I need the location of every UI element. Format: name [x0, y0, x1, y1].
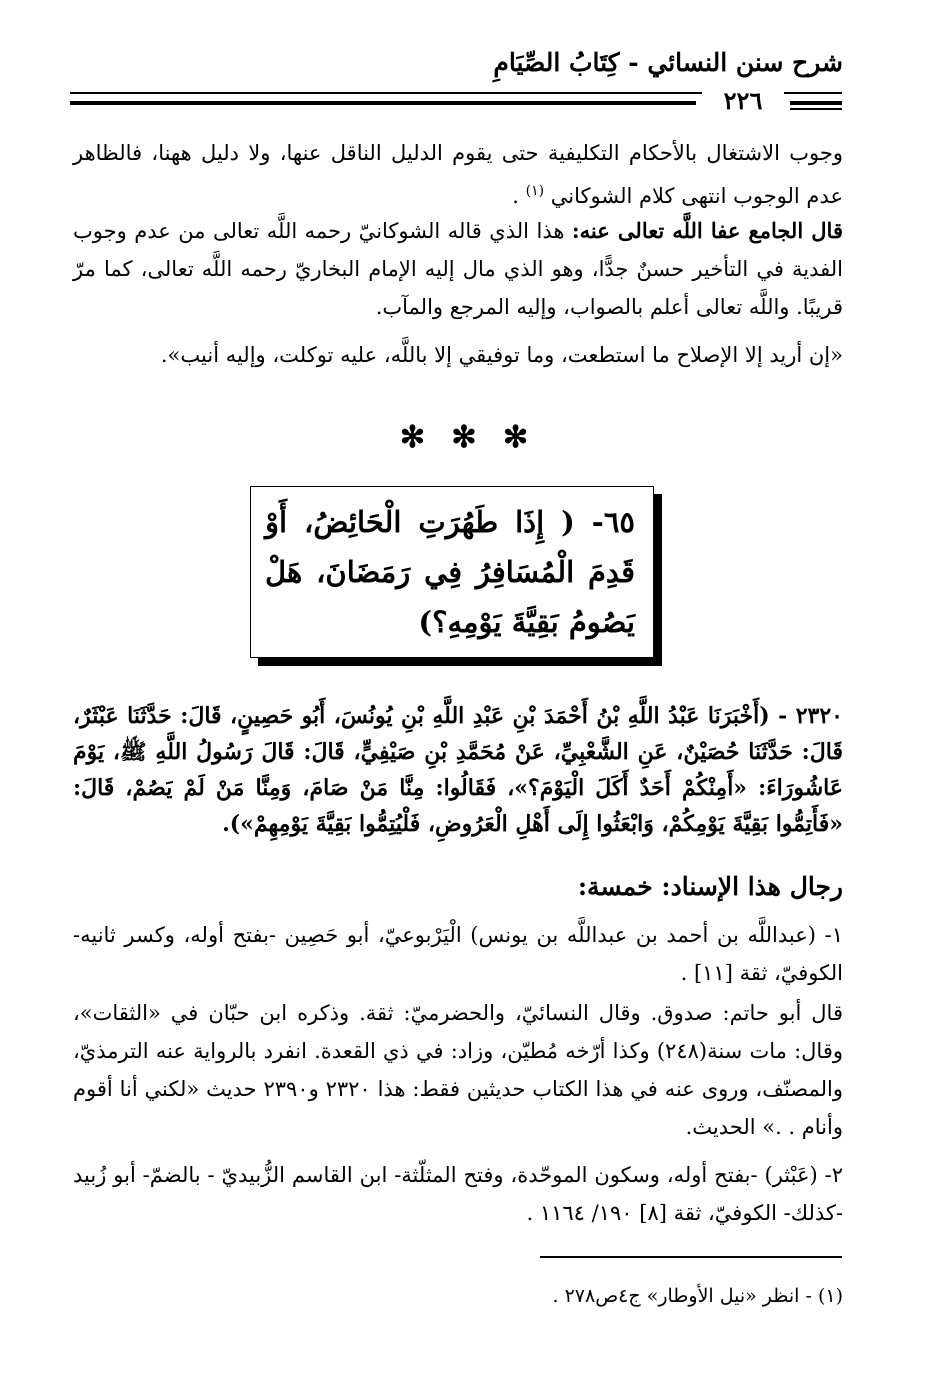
paragraph-closing-verse: «إن أريد إلا الإصلاح ما استطعت، وما توفيقي إلا باللَّه، عليه توكلت، وإليه أنيب».	[160, 343, 843, 367]
paragraph-compiler-comment	[73, 212, 843, 326]
narrator-entry-2: ٢- (عَبْثر) -بفتح أوله، وسكون الموحّدة، وفتح المثلّثة- ابن القاسم الزُّبيديّ - بالضمّ- أبو زُبيد -كذلك- الكوفيّ، ثقة [٨] ١٩٠/ ١١٦٤ .	[73, 1163, 843, 1225]
narrators-section-title: رجال هذا الإسناد: خمسة:	[577, 872, 843, 901]
header-rule-thick-right	[790, 101, 842, 105]
paragraph-text: وجوب الاشتغال بالأحكام التكليفية حتى يقوم الدليل الناقل عنها، ولا دليل ههنا، فالظاهر عدم الوجوب انتهى كلام الشوكاني	[73, 141, 843, 208]
narrator-entry-1-details: قال أبو حاتم: صدوق. وقال النسائيّ، والحضرميّ: ثقة. وذكره ابن حبّان في «الثقات»، وقال: مات سنة(٢٤٨) وكذا أرّخه مُطيّن، وزاد: في ذي القعدة. انفرد بالرواية عنه الترمذيّ، والمصنّف، وروى عنه في هذا الكتاب حديثين فقط: هذا ٢٣٢٠ و٢٣٩٠ حديث «لكني أنا أقوم وأنام . .» الحديث.	[73, 1001, 844, 1139]
footnote-separator	[540, 1256, 842, 1258]
paragraph-end-mark: .	[512, 184, 519, 208]
running-header-title: شرح سنن النسائي - كِتَابُ الصِّيَامِ	[493, 48, 843, 77]
section-divider-stars: ✻ ✻ ✻	[399, 420, 537, 455]
compiler-lead-in: قال الجامع عفا اللَّه تعالى عنه:	[571, 218, 843, 243]
chapter-heading: ٦٥- ( إِذَا طَهُرَتِ الْحَائِضُ، أَوْ قَدِمَ الْمُسَافِرُ فِي رَمَضَانَ، هَلْ يَصُومُ بَقِيَّةَ يَوْمِهِ؟)	[265, 505, 635, 639]
narrator-entry-1: ١- (عبداللَّه بن أحمد بن عبداللَّه بن يونس) الْيَرْبوعيّ، أبو حَصِين -بفتح أوله، وكسر ثانيه- الكوفيّ، ثقة [١١] .	[73, 923, 843, 985]
paragraph-text: هذا الذي قاله الشوكانيّ رحمه اللَّه تعالى من عدم وجوب الفدية في التأخير حسنٌ جدًّا، وهو الذي مال إليه الإمام البخاريّ رحمه اللَّه تعالى، كما مرّ قريبًا. واللَّه تعالى أعلم بالصواب، وإليه المرجع والمآب.	[73, 219, 843, 319]
footnote: (١) - انظر «نيل الأوطار» ج٤ص٢٧٨ .	[552, 1285, 843, 1307]
header-rule-thick-left	[70, 101, 696, 105]
footnote-reference: (١)	[525, 183, 545, 199]
chapter-heading-box	[250, 486, 654, 658]
hadith-text: ٢٣٢٠ - (أَخْبَرَنَا عَبْدُ اللَّهِ بْنُ أَحْمَدَ بْنِ عَبْدِ اللَّهِ بْنِ يُونُسَ، أَبُو حَصِينٍ، قَالَ: حَدَّثَنَا عَبْثَرٌ، قَالَ: حَدَّثَنَا حُصَيْنٌ، عَنِ الشَّعْبِيِّ، عَنْ مُحَمَّدِ بْنِ صَيْفِيٍّ، قَالَ: قَالَ رَسُولُ اللَّهِ ﷺ، يَوْمَ عَاشُورَاءَ: «أَمِنْكُمْ أَحَدٌ أَكَلَ الْيَوْمَ؟»، فَقَالُوا: مِنَّا مَنْ صَامَ، وَمِنَّا مَنْ لَمْ يَصُمْ، قَالَ: «فَأَتِمُّوا بَقِيَّةَ يَوْمِكُمْ، وَابْعَثُوا إِلَى أَهْلِ الْعَرُوضِ، فَلْيُتِمُّوا بَقِيَّةَ يَوْمِهِمْ»).	[73, 703, 843, 837]
header-rule-thin-right	[790, 108, 842, 110]
paragraph-shawkani-quote	[73, 134, 843, 215]
page-number: ٢٢٦	[702, 86, 784, 115]
